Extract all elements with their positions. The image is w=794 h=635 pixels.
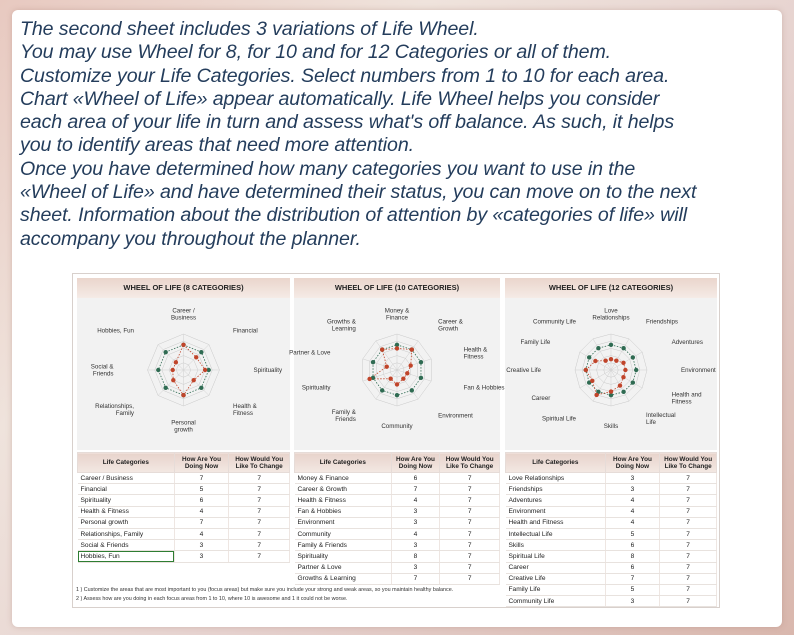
now-score-cell[interactable]: 3 — [391, 517, 440, 528]
want-score-cell[interactable]: 7 — [660, 528, 717, 539]
category-cell[interactable]: Intellectual Life — [506, 528, 606, 539]
want-score-cell[interactable]: 7 — [660, 506, 717, 517]
now-score-cell[interactable]: 5 — [605, 584, 660, 595]
category-cell[interactable]: Health & Fitness — [78, 506, 175, 517]
chart-axis-label: Health and Fitness — [671, 391, 702, 406]
now-score-cell[interactable]: 4 — [605, 517, 660, 528]
category-cell[interactable]: Partner & Love — [295, 562, 392, 573]
chart-axis-label: Community — [381, 423, 413, 430]
now-score-cell[interactable]: 4 — [391, 495, 440, 506]
table-row — [295, 551, 500, 562]
chart-axis-label: Career / Business — [170, 307, 197, 322]
want-score-cell[interactable]: 7 — [660, 596, 717, 607]
want-score-cell[interactable]: 7 — [440, 517, 500, 528]
category-cell[interactable]: Career — [506, 562, 606, 573]
want-score-cell[interactable]: 7 — [229, 517, 290, 528]
want-score-cell[interactable]: 7 — [660, 584, 717, 595]
table-row — [78, 484, 290, 495]
chart-axis-label: Fan & Hobbies — [463, 384, 505, 392]
now-point — [603, 358, 607, 362]
now-point — [181, 393, 185, 397]
category-cell[interactable]: Social & Friends — [78, 540, 175, 551]
table-row — [78, 495, 290, 506]
table-row — [506, 528, 717, 539]
table-row — [78, 551, 290, 562]
now-score-cell[interactable]: 3 — [391, 562, 440, 573]
want-point — [631, 355, 635, 359]
now-score-cell[interactable]: 3 — [391, 540, 440, 551]
table-row — [295, 573, 500, 584]
header-want: How Would You Like To Change — [229, 453, 290, 473]
table-row — [78, 540, 290, 551]
chart-axis-label: Friendships — [646, 318, 678, 326]
want-score-cell[interactable]: 7 — [660, 562, 717, 573]
want-score-cell[interactable]: 7 — [440, 551, 500, 562]
category-cell[interactable]: Environment — [295, 517, 392, 528]
want-score-cell[interactable]: 7 — [660, 473, 717, 484]
table-row — [295, 528, 500, 539]
now-score-cell[interactable]: 6 — [391, 473, 440, 484]
now-score-cell[interactable]: 4 — [605, 506, 660, 517]
chart-axis-label: Community Life — [533, 318, 576, 326]
now-score-cell[interactable]: 3 — [391, 506, 440, 517]
now-point — [590, 379, 594, 383]
now-score-cell[interactable]: 4 — [174, 528, 229, 539]
table-row — [295, 517, 500, 528]
now-point — [367, 377, 371, 381]
chart-axis-label: Love Relationships — [592, 307, 630, 322]
now-score-cell[interactable]: 3 — [174, 551, 229, 562]
chart-axis-label: Career & Growth — [438, 318, 463, 333]
now-point — [395, 346, 399, 350]
now-score-cell[interactable]: 5 — [174, 484, 229, 495]
radar-chart-8 — [77, 298, 290, 450]
chart-axis-label: Health & Fitness — [232, 403, 257, 418]
want-score-cell[interactable]: 7 — [229, 528, 290, 539]
category-cell[interactable]: Spirituality — [295, 551, 392, 562]
want-point — [371, 360, 375, 364]
chart-axis-label: Spirituality — [301, 384, 331, 392]
now-point — [594, 393, 598, 397]
want-score-cell[interactable]: 7 — [440, 573, 500, 584]
grid-spoke — [397, 359, 431, 370]
now-score-cell[interactable]: 8 — [605, 551, 660, 562]
wheel-panel-12 — [505, 278, 717, 298]
note-line: 2 ) Assess how are you doing in each focus areas from 1 to 10, where 10 is awesome and 1 it could not be worse. — [76, 596, 348, 602]
table-row — [506, 551, 717, 562]
want-point — [587, 355, 591, 359]
table-row — [506, 506, 717, 517]
chart-axis-label: Environment — [681, 367, 716, 374]
want-score-cell[interactable]: 7 — [440, 506, 500, 517]
header-life-categories: Life Categories — [78, 453, 175, 473]
want-point — [631, 380, 635, 384]
table-row — [78, 528, 290, 539]
now-point — [380, 347, 384, 351]
category-cell[interactable]: Adventures — [506, 495, 606, 506]
now-point — [623, 368, 627, 372]
category-cell[interactable]: Skills — [506, 540, 606, 551]
note-line: 1 ) Customize the areas that are most important to you (focus areas) but make sure you include your strong and weak areas, so you maintain healthy balance. — [76, 587, 454, 593]
table-row — [78, 517, 290, 528]
want-score-cell[interactable]: 7 — [229, 484, 290, 495]
want-score-cell[interactable]: 7 — [440, 562, 500, 573]
chart-axis-label: Spiritual Life — [541, 415, 576, 423]
want-score-cell[interactable]: 7 — [660, 495, 717, 506]
wheel-title-12: WHEEL OF LIFE (12 CATEGORIES) — [505, 278, 717, 298]
table-row — [506, 584, 717, 595]
want-score-cell[interactable]: 7 — [660, 551, 717, 562]
header-life-categories: Life Categories — [295, 453, 392, 473]
table-row — [295, 495, 500, 506]
intro-line: Chart «Wheel of Life» appear automatically. Life Wheel helps you consider — [20, 87, 660, 110]
intro-line: The second sheet includes 3 variations of Life Wheel. — [20, 18, 479, 40]
now-point — [609, 389, 613, 393]
want-score-cell[interactable]: 7 — [440, 495, 500, 506]
category-cell[interactable]: Career / Business — [78, 473, 175, 484]
chart-axis-label: Intellectual Life — [646, 412, 676, 427]
grid-spoke — [397, 341, 418, 370]
now-point — [405, 371, 409, 375]
want-score-cell[interactable]: 7 — [660, 540, 717, 551]
want-score-cell[interactable]: 7 — [229, 506, 290, 517]
header-life-categories: Life Categories — [506, 453, 606, 473]
category-cell[interactable]: Spirituality — [78, 495, 175, 506]
chart-axis-label: Creative Life — [506, 367, 541, 374]
chart-axis-label: Family Life — [520, 339, 551, 346]
want-score-cell[interactable]: 7 — [440, 484, 500, 495]
category-cell[interactable]: Growths & Learning — [295, 573, 392, 584]
category-cell[interactable]: Money & Finance — [295, 473, 392, 484]
table-row — [78, 506, 290, 517]
category-cell[interactable]: Community Life — [506, 596, 606, 607]
now-score-cell[interactable]: 6 — [605, 540, 660, 551]
category-cell[interactable]: Environment — [506, 506, 606, 517]
wheel-panel-8 — [77, 278, 290, 298]
wheel-title-8: WHEEL OF LIFE (8 CATEGORIES) — [77, 278, 290, 298]
want-point — [156, 368, 160, 372]
now-point — [194, 355, 198, 359]
now-point — [174, 360, 178, 364]
want-score-cell[interactable]: 7 — [229, 473, 290, 484]
category-cell[interactable]: Fan & Hobbies — [295, 506, 392, 517]
now-point — [410, 347, 414, 351]
intro-text — [20, 18, 775, 251]
want-score-cell[interactable]: 7 — [440, 540, 500, 551]
now-point — [385, 364, 389, 368]
want-point — [380, 388, 384, 392]
want-point — [199, 386, 203, 390]
now-point — [593, 359, 597, 363]
now-score-cell[interactable]: 6 — [605, 562, 660, 573]
now-point — [408, 363, 412, 367]
want-point — [395, 393, 399, 397]
category-cell[interactable]: Love Relationships — [506, 473, 606, 484]
now-score-cell[interactable]: 3 — [605, 473, 660, 484]
chart-axis-label: Growths & Learning — [326, 318, 356, 333]
table-row — [506, 562, 717, 573]
table-row — [295, 473, 500, 484]
header-now: How Are You Doing Now — [174, 453, 229, 473]
now-point — [618, 383, 622, 387]
spreadsheet-screenshot — [72, 273, 720, 608]
header-want: How Would You Like To Change — [440, 453, 500, 473]
grid-spoke — [376, 370, 397, 399]
table-row — [295, 540, 500, 551]
now-score-cell[interactable]: 8 — [391, 551, 440, 562]
now-score-cell[interactable]: 4 — [605, 495, 660, 506]
now-score-cell[interactable]: 7 — [174, 517, 229, 528]
table-row — [295, 506, 500, 517]
now-score-cell[interactable]: 6 — [174, 495, 229, 506]
chart-axis-label: Adventures — [671, 339, 703, 346]
table-row — [506, 473, 717, 484]
want-score-cell[interactable]: 7 — [440, 473, 500, 484]
now-point — [401, 377, 405, 381]
want-point — [163, 350, 167, 354]
wheel-chart-12 — [505, 298, 717, 450]
table-row — [295, 562, 500, 573]
intro-line: each area of your life in turn and assess what's off balance. As such, it helps — [20, 111, 675, 134]
header-want: How Would You Like To Change — [660, 453, 717, 473]
want-score-cell[interactable]: 7 — [660, 573, 717, 584]
want-score-cell[interactable]: 7 — [660, 484, 717, 495]
now-point — [171, 368, 175, 372]
want-point — [419, 360, 423, 364]
chart-axis-label: Spirituality — [253, 367, 283, 374]
now-point — [171, 378, 175, 382]
now-point — [609, 357, 613, 361]
table-row — [506, 596, 717, 607]
want-point — [199, 350, 203, 354]
wheel-table-8 — [77, 452, 290, 563]
want-score-cell[interactable]: 7 — [229, 551, 290, 562]
category-cell[interactable]: Hobbies, Fun — [78, 551, 175, 562]
now-score-cell[interactable]: 4 — [174, 506, 229, 517]
table-row — [506, 495, 717, 506]
chart-axis-label: Partner & Love — [289, 349, 331, 357]
chart-axis-label: Health & Fitness — [463, 346, 488, 361]
want-score-cell[interactable]: 7 — [440, 528, 500, 539]
now-score-cell[interactable]: 5 — [605, 528, 660, 539]
want-point — [419, 376, 423, 380]
intro-line: Once you have determined how many categories you want to use in the — [20, 157, 636, 180]
want-point — [621, 390, 625, 394]
wheel-chart-8 — [77, 298, 290, 450]
table-row — [506, 540, 717, 551]
table-row — [506, 517, 717, 528]
radar-chart-12 — [505, 298, 717, 450]
header-now: How Are You Doing Now — [605, 453, 660, 473]
chart-axis-label: Social & Friends — [90, 363, 114, 378]
category-cell[interactable]: Relationships, Family — [78, 528, 175, 539]
now-point — [621, 361, 625, 365]
want-score-cell[interactable]: 7 — [229, 495, 290, 506]
want-point — [163, 386, 167, 390]
want-point — [621, 346, 625, 350]
chart-axis-label: Family & Friends — [331, 408, 356, 423]
now-point — [614, 358, 618, 362]
want-point — [410, 388, 414, 392]
table-row — [506, 573, 717, 584]
category-cell[interactable]: Spiritual Life — [506, 551, 606, 562]
now-point — [584, 368, 588, 372]
chart-axis-label: Money & Finance — [384, 307, 410, 322]
chart-axis-label: Hobbies, Fun — [97, 327, 135, 335]
want-score-cell[interactable]: 7 — [229, 540, 290, 551]
wheel-panel-10 — [294, 278, 500, 298]
category-cell[interactable]: Personal growth — [78, 517, 175, 528]
wheel-table-12 — [505, 452, 717, 607]
now-score-cell[interactable]: 3 — [605, 596, 660, 607]
category-cell[interactable]: Creative Life — [506, 573, 606, 584]
table-row — [295, 484, 500, 495]
intro-line: Customize your Life Categories. Select numbers from 1 to 10 for each area. — [20, 64, 670, 87]
intro-line: You may use Wheel for 8, for 10 and for 12 Categories or all of them. — [20, 41, 612, 64]
now-point — [181, 343, 185, 347]
wheel-chart-10 — [289, 298, 505, 450]
chart-axis-label: Skills — [603, 423, 619, 430]
chart-axis-label: Financial — [232, 327, 258, 335]
category-cell[interactable]: Friendships — [506, 484, 606, 495]
now-score-cell[interactable]: 3 — [174, 540, 229, 551]
now-score-cell[interactable]: 7 — [391, 573, 440, 584]
grid-spoke — [363, 359, 397, 370]
intro-line: «Wheel of Life» and have determined their status, you can move on to the next — [20, 181, 697, 204]
now-score-cell[interactable]: 7 — [605, 573, 660, 584]
category-cell[interactable]: Health and Fitness — [506, 517, 606, 528]
want-point — [609, 343, 613, 347]
now-score-cell[interactable]: 7 — [174, 473, 229, 484]
chart-axis-label: Personal growth — [171, 419, 196, 434]
chart-axis-label: Relationships, Family — [95, 403, 135, 418]
wheel-table-10 — [294, 452, 500, 585]
category-cell[interactable]: Health & Fitness — [295, 495, 392, 506]
now-point — [191, 378, 195, 382]
instructions-notes — [76, 586, 453, 604]
now-score-cell[interactable]: 7 — [391, 484, 440, 495]
chart-axis-label: Environment — [438, 412, 473, 420]
now-score-cell[interactable]: 3 — [605, 484, 660, 495]
want-point — [634, 368, 638, 372]
table-row — [506, 484, 717, 495]
category-cell[interactable]: Career & Growth — [295, 484, 392, 495]
want-score-cell[interactable]: 7 — [660, 517, 717, 528]
want-point — [596, 346, 600, 350]
category-cell[interactable]: Financial — [78, 484, 175, 495]
wheel-title-10: WHEEL OF LIFE (10 CATEGORIES) — [294, 278, 500, 298]
intro-line: sheet. Information about the distribution of attention by «categories of life» will — [20, 204, 687, 227]
now-point — [203, 368, 207, 372]
intro-line: you to identify areas that need more attention. — [20, 134, 414, 157]
now-point — [621, 375, 625, 379]
category-cell[interactable]: Community — [295, 528, 392, 539]
category-cell[interactable]: Family & Friends — [295, 540, 392, 551]
table-row — [78, 473, 290, 484]
intro-line: accompany you throughout the planner. — [20, 227, 361, 250]
radar-chart-10 — [289, 298, 505, 450]
now-point — [388, 377, 392, 381]
now-point — [395, 382, 399, 386]
category-cell[interactable]: Family Life — [506, 584, 606, 595]
now-score-cell[interactable]: 4 — [391, 528, 440, 539]
chart-axis-label: Career — [531, 395, 551, 402]
header-now: How Are You Doing Now — [391, 453, 440, 473]
